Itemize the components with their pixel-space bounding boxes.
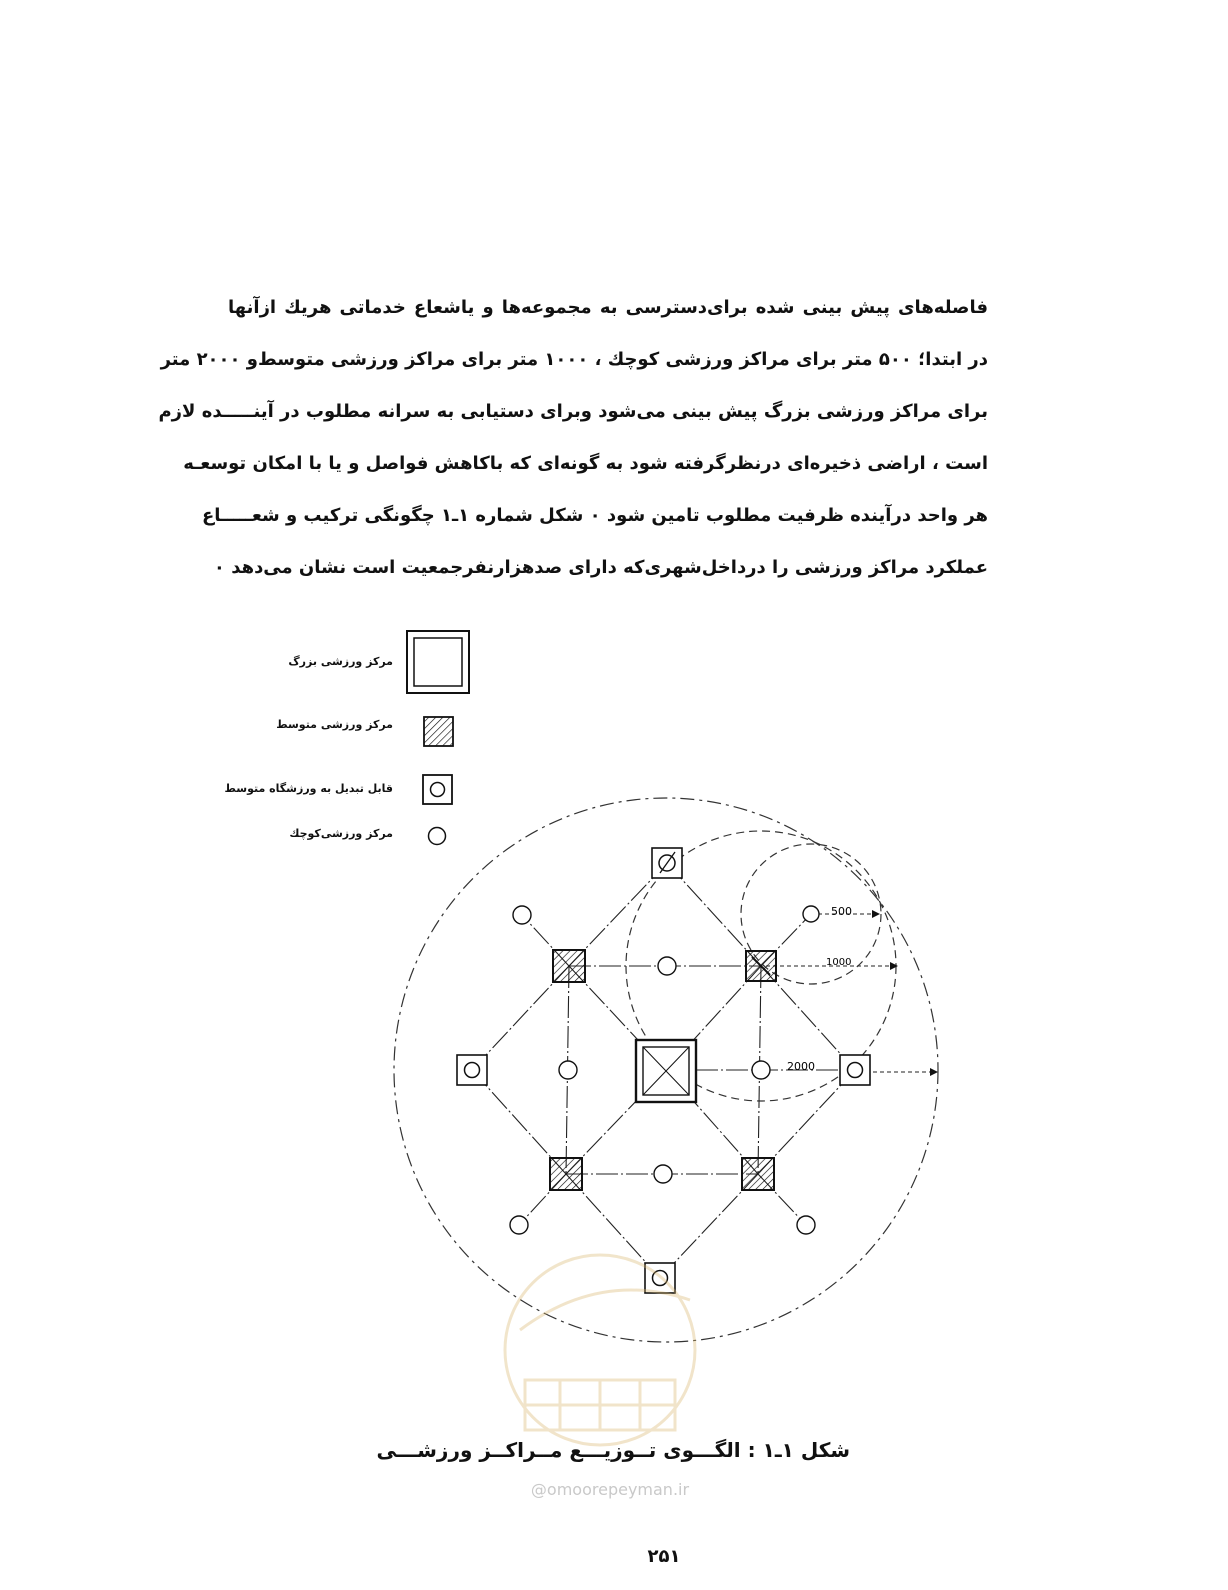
- small-sports-center: [654, 1165, 672, 1183]
- convertible-center: [652, 848, 682, 878]
- legend-label-small: مرکز ورزشی‌کوچك: [289, 827, 393, 840]
- convertible-center: [840, 1055, 870, 1085]
- paragraph-line: برای مراکز ورزشی بزرگ‌ پیش بینی می‌شود وبرای دستیابی به سرانه مطلوب در آینـــــده لازم: [158, 401, 988, 422]
- legend-medium-symbol: [424, 717, 453, 746]
- convertible-center: [457, 1055, 487, 1085]
- medium-sports-center: [746, 951, 776, 981]
- legend-label-convertible: قابل تبدیل به ورزشگاه متوسط: [224, 782, 393, 795]
- small-sports-center: [513, 906, 531, 924]
- medium-sports-center: [550, 1158, 582, 1190]
- watermark-handle: @omoorepeyman.ir: [530, 1480, 690, 1499]
- large-sports-center: [636, 1040, 696, 1102]
- figure-caption: شکل ۱ـ۱ : الگـــوی تــوزیـــع مــراکــز ورزشـــی: [376, 1438, 850, 1462]
- medium-sports-center: [742, 1158, 774, 1190]
- radius-label-1000: 1000: [826, 957, 852, 968]
- small-sports-center: [559, 1061, 577, 1079]
- paragraph-line: در ابتدا؛ ۵۰۰ متر برای مراکز ورزشی کوچك ، ۱۰۰۰ متر برای مراکز ورزشی متوسط‌و ۲۰۰۰ متر: [160, 349, 988, 370]
- paragraph-line: فاصله‌های پیش بینی شده برای‌دسترسی به مجموعه‌ها و یاشعاع خدماتی هریك ازآنها: [228, 297, 988, 318]
- radius-label-2000: 2000: [787, 1060, 815, 1073]
- small-sports-center: [752, 1061, 770, 1079]
- legend-label-medium: مرکز ورزشی متوسط: [276, 718, 393, 731]
- page-number: ۲۵۱: [647, 1546, 681, 1567]
- radius-label-500: 500: [831, 905, 852, 918]
- legend-label-large: مرکز ورزشی بزرگ: [288, 655, 393, 668]
- paragraph-line: عملکرد مراکز ورزشی را درداخل‌شهری‌که دارای صدهزارنفرجمعیت است نشان می‌دهد ۰: [213, 557, 988, 578]
- small-sports-center: [510, 1216, 528, 1234]
- radius-arrows: [766, 914, 934, 1072]
- medium-sports-center: [553, 950, 585, 982]
- arrow-heads: [872, 910, 938, 1076]
- legend-small-symbol: [429, 828, 446, 845]
- small-sports-center: [803, 906, 819, 922]
- watermark-seal: [505, 1255, 695, 1445]
- small-sports-center: [797, 1216, 815, 1234]
- small-sports-center: [658, 957, 676, 975]
- legend-convertible-symbol: [423, 775, 452, 804]
- paragraph-line: است ، اراضی ذخیره‌ای درنظرگرفته شود به گونه‌ای که باکاهش فواصل و یا با امکان توسعـه: [183, 453, 988, 474]
- legend-large-symbol: [407, 631, 469, 693]
- paragraph-line: هر واحد درآینده ظرفیت مطلوب تامین شود ۰ شکل شماره ۱ـ۱ چگونگی ترکیب و شعـــــاع: [202, 505, 988, 526]
